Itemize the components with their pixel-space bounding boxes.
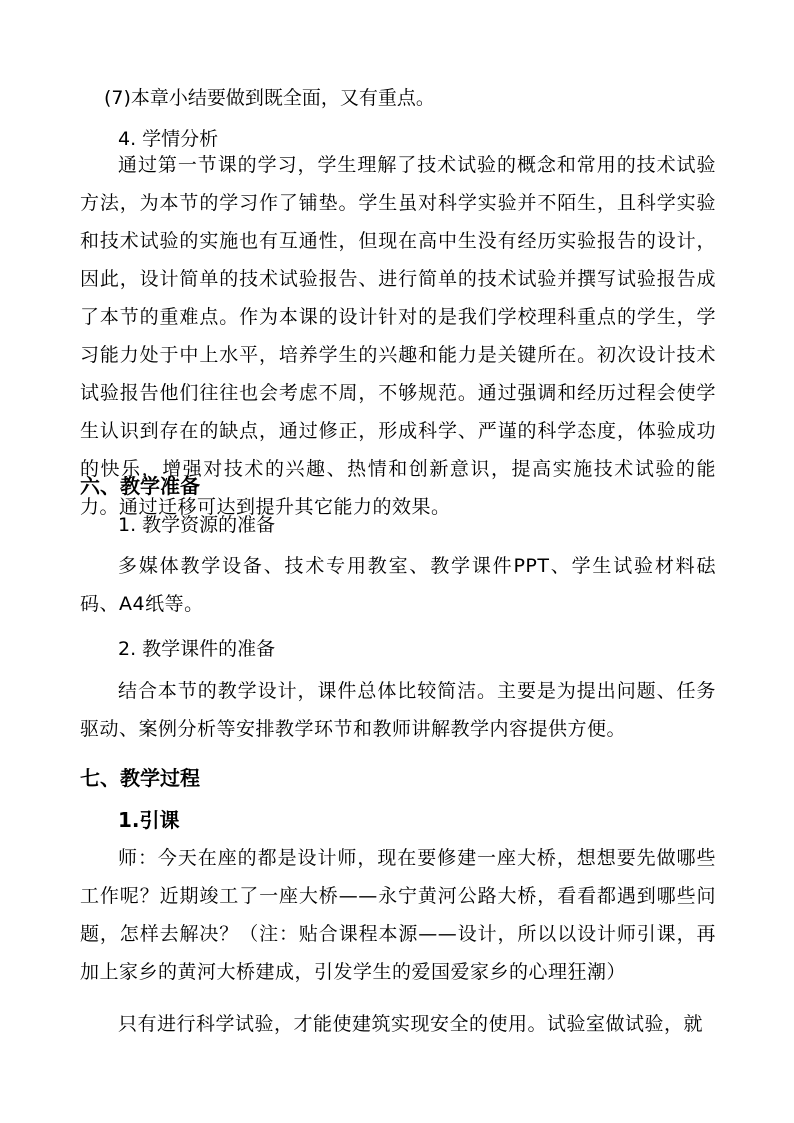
section-six-1-title: 1. 教学资源的准备 (118, 514, 276, 536)
section-six-2-paragraph: 结合本节的教学设计，课件总体比较简洁。主要是为提出问题、任务驱动、案例分析等安排教学环节和教师讲解教学内容提供方便。 (80, 680, 716, 740)
section-seven-1-paragraph: 师：今天在座的都是设计师，现在要修建一座大桥，想想要先做哪些工作呢？近期竣工了一座大桥——永宁黄河公路大桥，看看都遇到哪些问题，怎样去解决？（注：贴合课程本源——设计，所以以设计师引课，再加上家乡的黄河大桥建成，引发学生的爱国爱家乡的心理狂潮） (80, 847, 716, 983)
section-seven-1-title: 1.引课 (118, 808, 180, 832)
section-six-2-title: 2. 教学课件的准备 (118, 638, 276, 660)
section-six-1-paragraph: 多媒体教学设备、技术专用教室、教学课件PPT、学生试验材料砝码、A4纸等。 (80, 555, 716, 615)
section-4-title: 4. 学情分析 (118, 128, 219, 150)
item-7-text: (7)本章小结要做到既全面，又有重点。 (104, 87, 435, 109)
section-seven-1-paragraph-2: 只有进行科学试验，才能使建筑实现安全的使用。试验室做试验，就 (118, 1013, 704, 1035)
section-seven-heading: 七、教学过程 (80, 766, 200, 790)
section-4-paragraph: 通过第一节课的学习，学生理解了技术试验的概念和常用的技术试验方法，为本节的学习作了铺垫。学生虽对科学实验并不陌生，且科学实验和技术试验的实施也有互通性，但现在高中生没有经历实验报告的设计，因此，设计简单的技术试验报告、进行简单的技术试验并撰写试验报告成了本节的重难点。作为本课的设计针对的是我们学校理科重点的学生，学习能力处于中上水平，培养学生的兴趣和能力是关键所在。初次设计技术试验报告他们往往也会考虑不周，不够规范。通过强调和经历过程会使学生认识到存在的缺点，通过修正，形成科学、严谨的科学态度，体验成功的快乐，增强对技术的兴趣、热情和创新意识，提高实施技术试验的能力。通过迁移可达到提升其它能力的效果。 (80, 154, 716, 518)
section-six-heading: 六、教学准备 (80, 474, 200, 498)
